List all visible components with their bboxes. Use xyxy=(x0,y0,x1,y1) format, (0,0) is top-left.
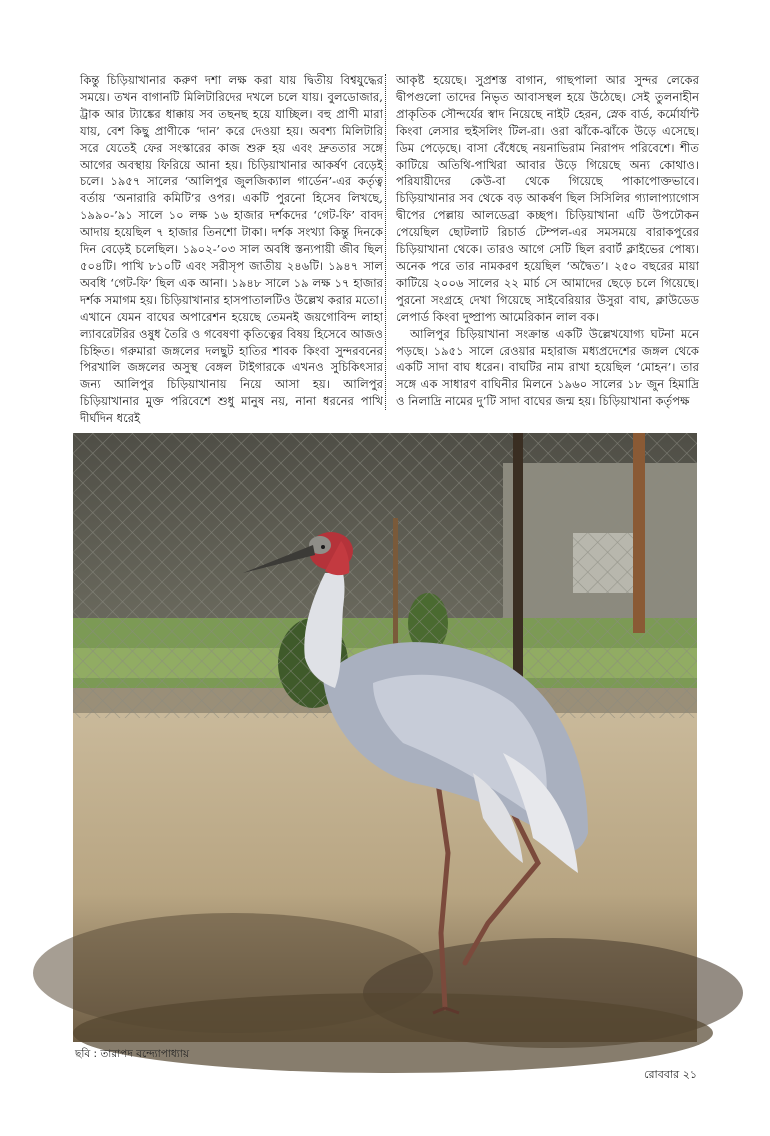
photo-caption: ছবি : তারাপদ বন্দ্যোপাধ্যায় xyxy=(75,1048,190,1060)
crane-photo xyxy=(73,433,697,1042)
article-paragraph: কিন্তু চিড়িয়াখানার করুণ দশা লক্ষ করা যায় দ্বিতীয় বিশ্বযুদ্ধের সময়ে। তখন বাগানটি মিলিটারিদের দখলে চলে যায়। বুলডোজার, ট্রাক আর ট্যাঙ্কের ধাক্কায় সব তছনছ হয়ে যাচ্ছিল। বহু প্রাণী মারা যায়, বেশ কিছু প্রাণীকে ‘দান’ করে দেওয়া হয়। অবশ্য মিলিটারি সরে যেতেই ফের সংস্কারের কাজ শুরু হয় এবং দ্রুততার সঙ্গে আগের অবস্থায় ফিরিয়ে আনা হয়। চিড়িয়াখানার আকর্ষণ বেড়েই চলে। ১৯৫৭ সালের ‘আলিপুর জুলজিক্যাল গার্ডেন’-এর কর্তৃত্ব বর্তায় ‘অনারারি কমিটি’র ওপর। একটি পুরনো হিসেব লিখছে, ১৯৯০-’৯১ সালে ১০ লক্ষ ১৬ হাজার দর্শকদের ‘গেট-ফি’ বাবদ আদায় হয়েছিল ৭ হাজার তিনশো টাকা। দর্শক সংখ্যা কিন্তু দিনকে দিন বেড়েই চলেছিল। ১৯০২-’০৩ সাল অবধি স্তন্যপায়ী জীব ছিল ৫০৪টি। পাখি ৮১০টি এবং সরীসৃপ জাতীয় ২৪৬টি। ১৯৪৭ সাল অবধি ‘গেট-ফি’ ছিল এক আনা। ১৯৪৮ সালে ১৯ লক্ষ ১৭ হাজার দর্শক সমাগম হয়। চিড়িয়াখানার হাসপাতালটিও উল্লেখ করার মতো। এখানে যেমন বাঘের অপারেশন হয়েছে তেমনই জয়গোবিন্দ লাহা ল্যাবরেটরির ওষুধ তৈরি ও গবেষণা কৃতিত্বের বিষয় হিসেবে আজও চিহ্নিত। গরুমারা জঙ্গলের দলছুট হাতির শাবক কিংবা সুন্দরবনের পিরখালি জঙ্গলের অসুস্থ বেঙ্গল টাইগারকে এখনও সুচিকিৎসার জন্য আলিপুর চিড়িয়াখানায় নিয়ে আসা হয়। আলিপুর চিড়িয়াখানার মুক্ত পরিবেশে শুধু মানুষ নয়, নানা ধরনের পাখি দীর্ঘদিন ধরেই xyxy=(80,73,383,426)
page-folio: রোববার ২১ xyxy=(644,1068,697,1081)
article-paragraph: আকৃষ্ট হয়েছে। সুপ্রশস্ত বাগান, গাছপালা আর সুন্দর লেকের দ্বীপগুলো তাদের নিভৃত আবাসস্থল হয়ে উঠেছে। সেই তুলনাহীন প্রাকৃতিক সৌন্দর্যের স্বাদ নিয়েছে নাইট হেরন, স্নেক বার্ড, কর্মোর্যান্ট কিংবা লেসার হুইসলিং টিল-রা। ওরা ঝাঁকে-ঝাঁকে উড়ে এসেছে। ডিম পেড়েছে। বাসা বেঁধেছে নয়নাভিরাম নিরাপদ পরিবেশে। শীত কাটিয়ে অতিথি-পাখিরা আবার উড়ে গিয়েছে অন্য কোথাও। পরিযায়ীদের কেউ-বা থেকে গিয়েছে পাকাপোক্তভাবে। চিড়িয়াখানার সব থেকে বড় আকর্ষণ ছিল সিসিলির গ্যালাপ্যাগোস দ্বীপের পেল্লায় আলডেব্রা কচ্ছপ। চিড়িয়াখানা এটি উপঢৌকন পেয়েছিল ছোটলাট রিচার্ড টেম্পল-এর সমসময়ে বারাকপুরের চিড়িয়াখানা থেকে। তারও আগে সেটি ছিল রবার্ট ক্লাইভের পোষ্য। অনেক পরে তার নামকরণ হয়েছিল ‘অদ্বৈত’। ২৫০ বছরের মায়া কাটিয়ে ২০০৬ সালের ২২ মার্চ সে আমাদের ছেড়ে চলে গিয়েছে। পুরনো সংগ্রহে দেখা গিয়েছে সাইবেরিয়ার উসুরা বাঘ, ক্লাউডেড লেপার্ড কিংবা দুষ্প্রাপ্য আমেরিকান লাল বক। xyxy=(396,73,699,324)
article-paragraph: আলিপুর চিড়িয়াখানা সংক্রান্ত একটি উল্লেখযোগ্য ঘটনা মনে পড়ছে। ১৯৫১ সালে রেওয়ার মহারাজ মধ্যপ্রদেশের জঙ্গল থেকে একটি সাদা বাঘ ধরেন। বাঘটির নাম রাখা হয়েছিল ‘মোহন’। তার সঙ্গে এক সাধারণ বাঘিনীর মিলনে ১৯৬০ সালের ১৮ জুন হিমাদ্রি ও নিলাদ্রি নামের দু’টি সাদা বাঘের জন্ম হয়। চিড়িয়াখানা কর্তৃপক্ষ xyxy=(396,326,699,409)
column-divider xyxy=(385,74,386,410)
article-column-left xyxy=(80,72,383,426)
article-column-right xyxy=(396,72,699,412)
